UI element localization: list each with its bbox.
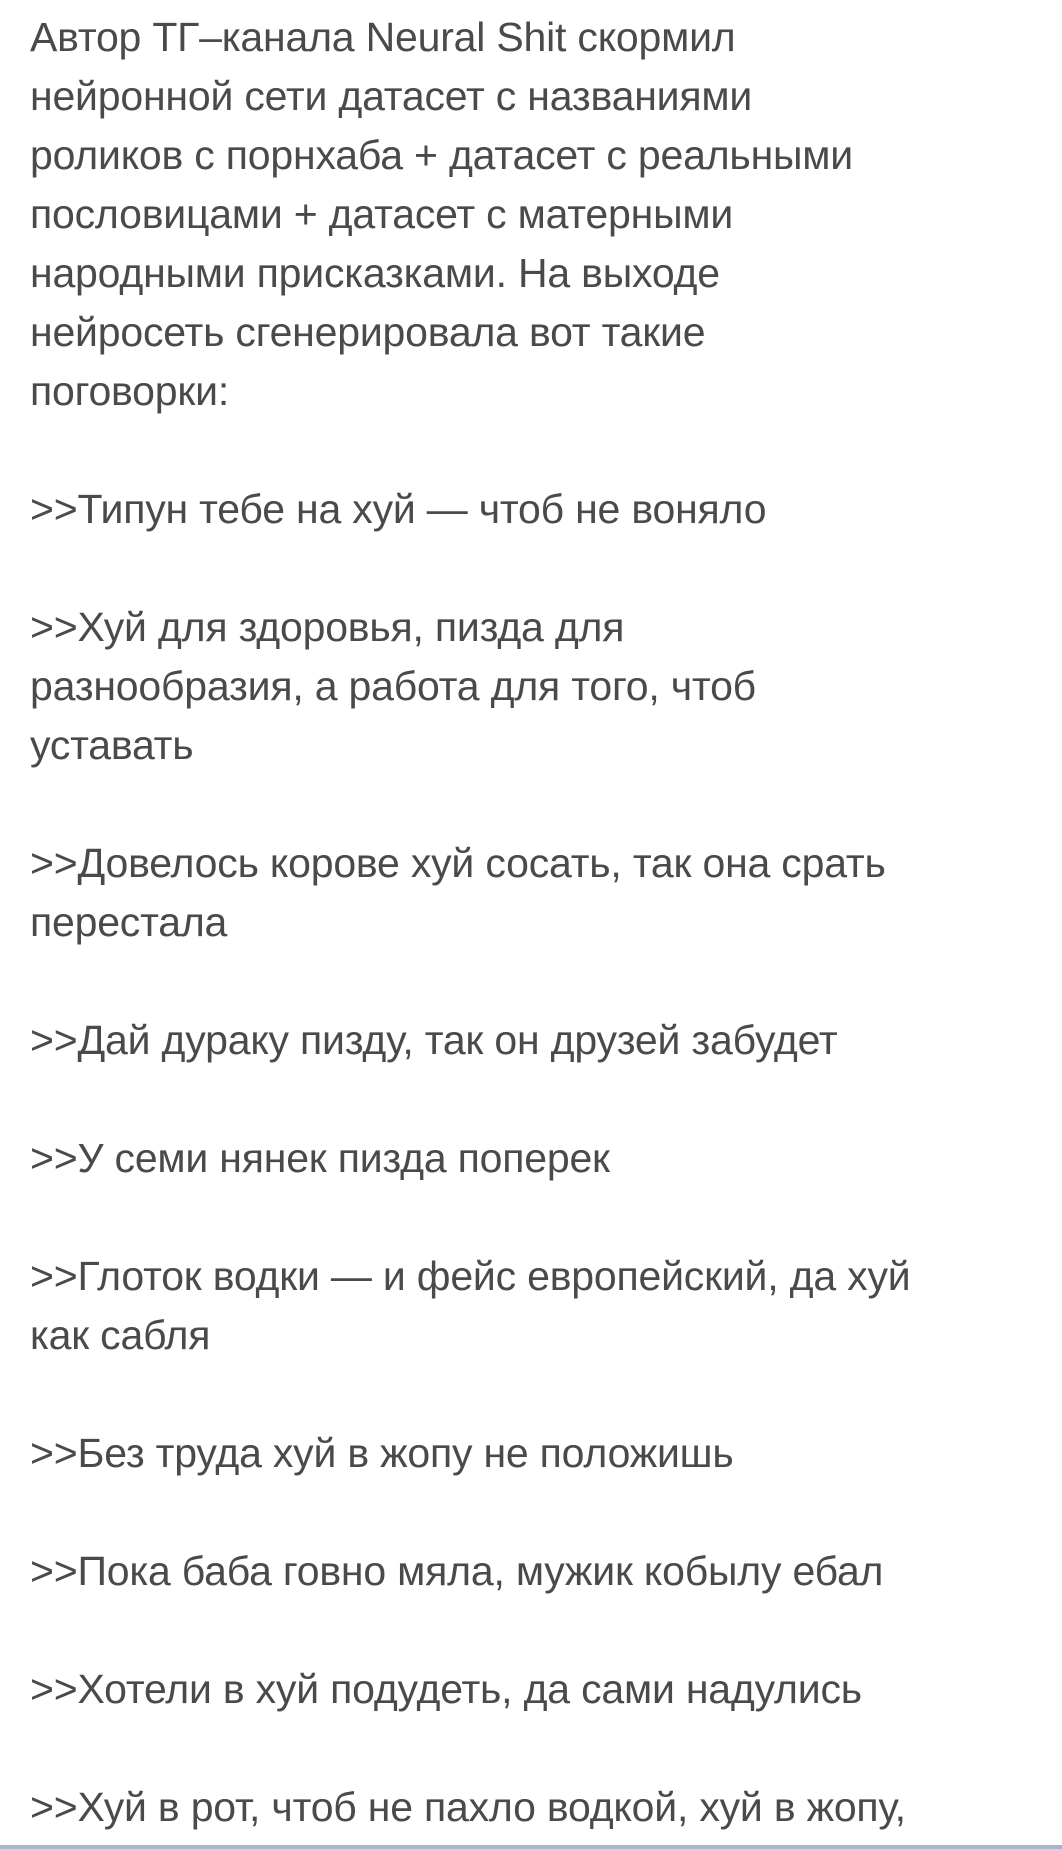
post-intro bbox=[30, 8, 1040, 421]
saying-item bbox=[30, 1660, 1040, 1719]
bottom-divider bbox=[0, 1845, 1062, 1849]
intro-line: народными присказками. На выходе bbox=[30, 250, 720, 296]
saying-item bbox=[30, 834, 1040, 952]
saying-line: >>Глоток водки — и фейс европейский, да хуй bbox=[30, 1253, 911, 1299]
intro-line: Автор ТГ–канала Neural Shit скормил bbox=[30, 14, 736, 60]
saying-line: >>Хуй для здоровья, пизда для bbox=[30, 604, 625, 650]
saying-line: как сабля bbox=[30, 1312, 211, 1358]
saying-item bbox=[30, 1247, 1040, 1365]
saying-line: разнообразия, а работа для того, чтоб bbox=[30, 663, 756, 709]
intro-line: поговорки: bbox=[30, 368, 230, 414]
intro-line: нейросеть сгенерировала вот такие bbox=[30, 309, 706, 355]
saying-line: >>Довелось корове хуй сосать, так она срать bbox=[30, 840, 886, 886]
saying-line: перестала bbox=[30, 899, 228, 945]
saying-item bbox=[30, 1129, 1040, 1188]
saying-item bbox=[30, 1424, 1040, 1483]
saying-line: >>У семи нянек пизда поперек bbox=[30, 1135, 610, 1181]
saying-item bbox=[30, 598, 1040, 775]
saying-line: >>Дай дураку пизду, так он друзей забудет bbox=[30, 1017, 838, 1063]
saying-line: >>Типун тебе на хуй — чтоб не воняло bbox=[30, 486, 767, 532]
saying-line: уставать bbox=[30, 722, 194, 768]
saying-line: >>Хуй в рот, чтоб не пахло водкой, хуй в жопу, bbox=[30, 1784, 906, 1830]
intro-line: пословицами + датасет с матерными bbox=[30, 191, 734, 237]
saying-item bbox=[30, 1778, 1040, 1837]
saying-item bbox=[30, 480, 1040, 539]
saying-line: >>Без труда хуй в жопу не положишь bbox=[30, 1430, 734, 1476]
saying-line: >>Пока баба говно мяла, мужик кобылу ебал bbox=[30, 1548, 884, 1594]
saying-item bbox=[30, 1542, 1040, 1601]
post-text bbox=[30, 8, 1040, 1837]
saying-item bbox=[30, 1011, 1040, 1070]
intro-line: роликов с порнхаба + датасет с реальными bbox=[30, 132, 853, 178]
intro-line: нейронной сети датасет с названиями bbox=[30, 73, 753, 119]
saying-line: >>Хотели в хуй подудеть, да сами надулись bbox=[30, 1666, 862, 1712]
